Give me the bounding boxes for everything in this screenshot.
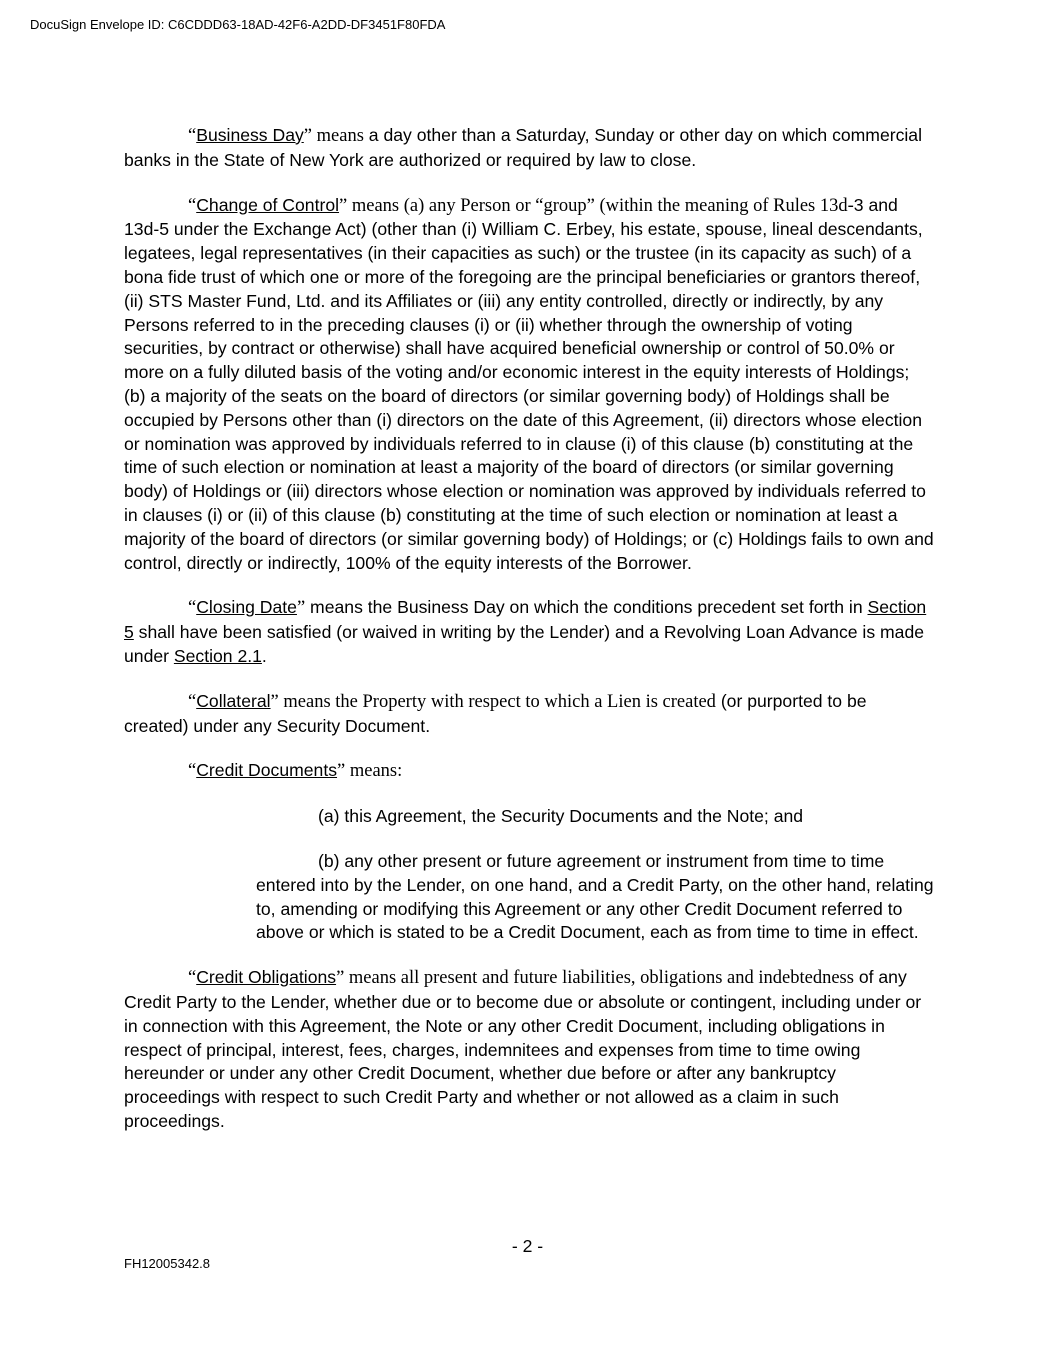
definition-text: a day other than a Saturday, Sunday or other day on which commercial banks in the State of New York are authorized or required by law to close. bbox=[124, 125, 923, 170]
open-quote: “ bbox=[188, 968, 197, 989]
definition-text: 3 and 13d-5 under the Exchange Act) (other than (i) William C. Erbey, his estate, spouse, lineal descendants, legatees, legal representatives (in their capacities as such) or the trustee (in its capacity as such) of a bona fide trust of which one or more of the foregoing are the principal beneficiaries or grantors thereof, (ii) STS Master Fund, Ltd. and its Affiliates or (iii) any entity controlled, directly or indirectly, by any Persons referred to in the preceding clauses (i) or (ii) whether through the ownership of voting securities, by contract or otherwise) shall have acquired beneficial ownership or control of 50.0% or more on a fully diluted basis of the voting and/or economic interest in the equity interests of Holdings; (b) a majority of the seats on the board of directors (or similar governing body) of Holdings shall be occupied by Persons other than (i) directors on the date of this Agreement, (ii) directors whose election or nomination was approved by individuals referred to in clause (i) of this clause (b) constituting at the time of such election or nomination at least a majority of the board of directors (or similar governing body) of Holdings or (iii) directors whose election or nomination was approved by individuals referred to in clauses (i) or (ii) of this clause (b) constituting at the time of such election or nomination at least a majority of the board of directors (or similar governing body) of Holdings; or (c) Holdings fails to own and control, directly or indirectly, 100% of the equity interests of the Borrower. bbox=[124, 194, 934, 573]
defined-term: Business Day bbox=[196, 125, 304, 145]
close-quote: ” bbox=[296, 598, 306, 619]
section-reference: Section 2.1 bbox=[173, 645, 262, 666]
page-number: - 2 - bbox=[511, 1236, 544, 1256]
definition-text: means the Business Day on which the conditions precedent set forth in bbox=[305, 597, 868, 618]
definition-text: of any Credit Party to the Lender, whether due or to become due or absolute or contingent, including under or in connection with this Agreement, the Note or any other Credit Document, including obligations in respect of principal, interest, fees, charges, indemnitees and expenses from time to time owing hereunder or under any other Credit Document, whether due before or after any bankruptcy proceedings with respect to such Credit Party and whether or not allowed as a claim in such proceedings. bbox=[124, 967, 922, 1131]
definition-text: shall have been satisfied (or waived in writing by the Lender) and a Revolving Loan Advance is made under bbox=[124, 622, 925, 666]
close-quote: ” means all present and future liabilities, obligations and indebtedness bbox=[336, 968, 854, 989]
definition-collateral bbox=[124, 690, 934, 739]
definition-closing-date bbox=[124, 596, 934, 668]
close-quote: ” means (a) any Person or “group” (within the meaning of Rules 13d- bbox=[339, 195, 854, 216]
envelope-id: DocuSign Envelope ID: C6CDDD63-18AD-42F6-A2DD-DF3451F80FDA bbox=[30, 17, 446, 32]
defined-term: Closing Date bbox=[196, 597, 297, 618]
close-quote: ” means the Property with respect to which a Lien is created bbox=[270, 691, 716, 712]
open-quote: “ bbox=[188, 761, 197, 782]
definition-business-day bbox=[124, 124, 934, 173]
open-quote: “ bbox=[188, 598, 197, 619]
definition-text: (or purported to be created) under any Security Document. bbox=[124, 690, 867, 736]
open-quote: “ bbox=[188, 126, 197, 146]
close-quote: ” means: bbox=[337, 761, 403, 782]
definition-change-of-control bbox=[124, 194, 934, 576]
definition-credit-documents bbox=[124, 759, 934, 784]
definition-text: . bbox=[261, 645, 267, 666]
defined-term: Change of Control bbox=[196, 194, 340, 215]
credit-documents-item-b: (b) any other present or future agreement or instrument from time to time entered into by the Lender, on one hand, and a Credit Party, on the other hand, relating to, amending or modifying this Agreement or any other Credit Document referred to above or which is stated to be a Credit Document, each as from time to time in effect. bbox=[256, 850, 934, 943]
section-reference: Section 5 bbox=[124, 597, 927, 643]
document-id: FH12005342.8 bbox=[124, 1256, 211, 1271]
open-quote: “ bbox=[188, 195, 197, 216]
close-quote: ” means bbox=[303, 126, 364, 146]
defined-term: Credit Obligations bbox=[196, 967, 337, 988]
open-quote: “ bbox=[188, 691, 197, 712]
definition-credit-obligations bbox=[124, 966, 934, 1134]
document-body bbox=[124, 124, 934, 1155]
defined-term: Collateral bbox=[196, 690, 271, 711]
credit-documents-item-a: (a) this Agreement, the Security Documents and the Note; and bbox=[318, 806, 804, 827]
defined-term: Credit Documents bbox=[196, 760, 338, 781]
